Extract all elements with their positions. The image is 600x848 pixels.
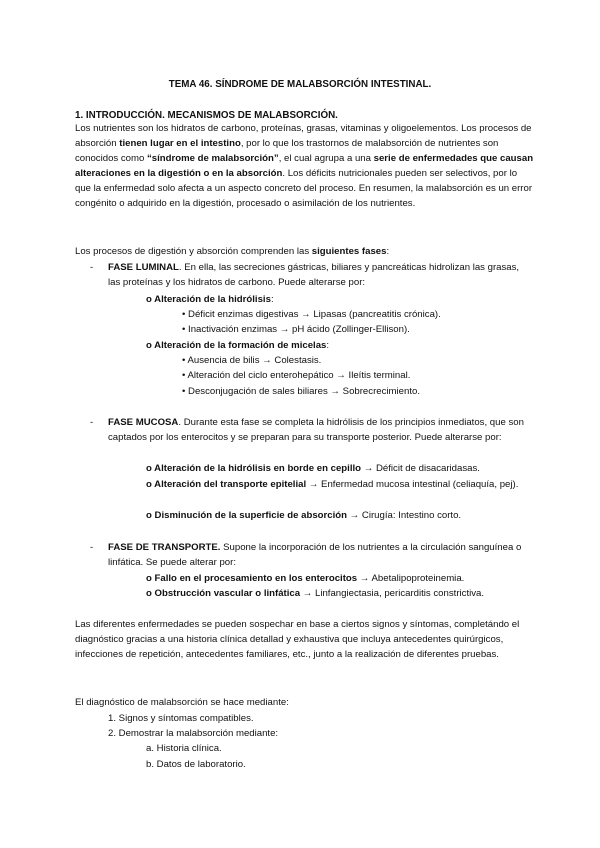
sub-item [146,292,526,307]
text-run: Supone la incorporación de los nutrientes a la circulación sanguínea o linfática. Se puede alterar por: [108,542,522,568]
text-run: . Los déficits nutricionales pueden ser selectivos, por lo que la enfermedad solo afecta a un aspecto concreto del proceso. En resumen, la malabsorción es un error congénito o adquirido en la digestión, procesado o asimilación de los nutrientes. [75,168,533,209]
phase-label: FASE LUMINAL [108,262,179,273]
phase-mucosa [108,415,533,445]
text-run: : [326,340,330,351]
list-dash: - [90,542,94,553]
text-run: Los nutrientes son los hidratos de carbono, proteínas, grasas, vitaminas y oligoelementos. Los procesos de absorción [75,123,532,149]
bold-run: o Fallo en el procesamiento en los enterocitos [146,573,358,584]
bold-run: o Alteración del transporte epitelial [146,479,307,490]
bullet-item: • Ausencia de bilis → Colestasis. [182,355,322,366]
sub-item [146,508,526,523]
bullet-item: • Déficit enzimas digestivas → Lipasas (pancreatitis crónica). [182,309,441,320]
bold-run: tienen lugar en el intestino [119,138,241,149]
lettered-item: a. Historia clínica. [146,743,222,754]
text-run: , el cual agrupa a una [278,153,374,164]
bold-run: serie de enfermedades que causan alteraciones en la digestión o en la absorción [75,153,534,179]
text-run: → Linfangiectasia, pericarditis constrictiva. [300,588,485,599]
text-run: , por lo que los trastornos de malabsorción de nutrientes son conocidos como [75,138,499,164]
phases-intro [75,244,535,259]
bullet-item: • Desconjugación de sales biliares → Sobrecrecimiento. [182,386,420,397]
sub-item [146,586,526,601]
phase-label: FASE MUCOSA [108,417,179,428]
sub-item [146,338,526,353]
text-run: Los procesos de digestión y absorción comprenden las [75,246,312,257]
text-run: → Déficit de disacaridasas. [361,463,480,474]
phase-luminal [108,260,533,290]
text-run: : [386,246,390,257]
list-dash: - [90,417,94,428]
text-run: → Cirugía: Intestino corto. [346,510,462,521]
section-heading: 1. INTRODUCCIÓN. MECANISMOS DE MALABSORCIÓN. [75,110,338,121]
bullet-item: • Inactivación enzimas → pH ácido (Zollinger-Ellison). [182,324,410,335]
phase-transporte [108,540,533,570]
sub-item [146,461,526,476]
bold-run: o Disminución de la superficie de absorción [146,510,347,521]
bold-run: “síndrome de malabsorción” [147,153,279,164]
text-run: . Durante esta fase se completa la hidrólisis de los principios inmediatos, que son captados por los enterocitos y se preparan para su transporte posterior. Puede alterarse por: [108,417,524,443]
bold-run: o Alteración de la hidrólisis [146,294,271,305]
sub-item [146,477,526,492]
text-run: : [270,294,274,305]
text-run: . En ella, las secreciones gástricas, biliares y pancreáticas hidrolizan las grasas, las proteínas y los hidratos de carbono. Puede alterarse por: [108,262,520,288]
bold-run: siguientes fases [311,246,387,257]
text-run: → Abetalipoproteinemia. [357,573,465,584]
numbered-item: 2. Demostrar la malabsorción mediante: [108,728,279,739]
phase-label: FASE DE TRANSPORTE. [108,542,221,553]
numbered-item: 1. Signos y síntomas compatibles. [108,713,254,724]
sub-item [146,571,526,586]
bold-run: o Obstrucción vascular o linfática [146,588,301,599]
bold-run: o Alteración de la formación de micelas [146,340,327,351]
lettered-item: b. Datos de laboratorio. [146,759,246,770]
diagnosis-intro: El diagnóstico de malabsorción se hace mediante: [75,697,289,708]
diagnosis-paragraph: Las diferentes enfermedades se pueden sospechar en base a ciertos signos y síntomas, completándo el diagnóstico gracias a una historia clínica detallad y exhaustiva que incluya antecedentes quirúrgicos, infecciones de repetición, antecedentes familiares, etc., junto a la realización de diferentes pruebas. [75,619,520,660]
intro-paragraph [75,121,535,211]
bullet-item: • Alteración del ciclo enterohepático → Ileítis terminal. [182,370,411,381]
bold-run: o Alteración de la hidrólisis en borde en cepillo [146,463,362,474]
document-title: TEMA 46. SÍNDROME DE MALABSORCIÓN INTESTINAL. [168,79,432,90]
text-run: → Enfermedad mucosa intestinal (celiaquía, pej). [306,479,519,490]
list-dash: - [90,262,94,273]
